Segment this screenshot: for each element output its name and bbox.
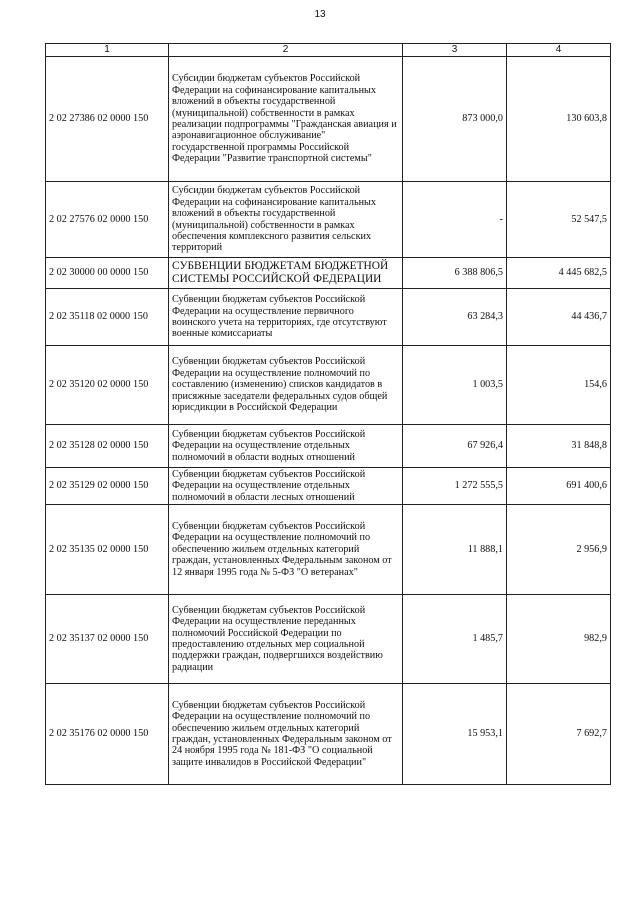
column-4-value: 982,9 xyxy=(507,595,611,684)
row-description: Субвенции бюджетам субъектов Российской Федерации на осуществление полномочий по составлению (изменению) списков кандидатов в присяжные заседатели федеральных судов общей юрисдикции в Российской Федерации xyxy=(169,346,403,425)
row-description: Субвенции бюджетам субъектов Российской Федерации на осуществление первичного воинского учета на территориях, где отсутствуют военные комиссариаты xyxy=(169,289,403,346)
row-description: Субсидии бюджетам субъектов Российской Федерации на софинансирование капитальных вложений в объекты государственной (муниципальной) собственности в рамках обеспечения комплексного развития сельских территорий xyxy=(169,182,403,258)
budget-code: 2 02 35120 02 0000 150 xyxy=(46,346,169,425)
budget-code: 2 02 35118 02 0000 150 xyxy=(46,289,169,346)
budget-code: 2 02 35129 02 0000 150 xyxy=(46,468,169,505)
column-3-value: - xyxy=(403,182,507,258)
table-row xyxy=(46,684,611,785)
budget-code: 2 02 30000 00 0000 150 xyxy=(46,258,169,289)
table-row xyxy=(46,468,611,505)
table-row xyxy=(46,346,611,425)
column-4-value: 52 547,5 xyxy=(507,182,611,258)
column-3-value: 1 003,5 xyxy=(403,346,507,425)
row-description: Субвенции бюджетам субъектов Российской Федерации на осуществление полномочий по обеспечению жильем отдельных категорий граждан, установленных Федеральным законом от 12 января 1995 года № 5-ФЗ "О ветеранах" xyxy=(169,505,403,595)
column-header-2: 2 xyxy=(169,44,403,57)
row-description: Субвенции бюджетам субъектов Российской Федерации на осуществление переданных полномочий Российской Федерации по предоставлению отдельных мер социальной поддержки граждан, подвергшихся воздействию радиации xyxy=(169,595,403,684)
budget-code: 2 02 35176 02 0000 150 xyxy=(46,684,169,785)
column-4-value: 130 603,8 xyxy=(507,57,611,182)
column-3-value: 873 000,0 xyxy=(403,57,507,182)
column-header-4: 4 xyxy=(507,44,611,57)
row-description: Субвенции бюджетам субъектов Российской Федерации на осуществление отдельных полномочий в области водных отношений xyxy=(169,425,403,468)
row-description: Субсидии бюджетам субъектов Российской Федерации на софинансирование капитальных вложений в объекты государственной (муниципальной) собственности в рамках реализации подпрограммы "Гражданская авиация и аэронавигационное обслуживание" государственной программы Российской Федерации "Развитие транспортной системы" xyxy=(169,57,403,182)
table-row xyxy=(46,258,611,289)
column-header-3: 3 xyxy=(403,44,507,57)
budget-code: 2 02 27576 02 0000 150 xyxy=(46,182,169,258)
column-4-value: 4 445 682,5 xyxy=(507,258,611,289)
table-row xyxy=(46,182,611,258)
table-row xyxy=(46,425,611,468)
budget-code: 2 02 27386 02 0000 150 xyxy=(46,57,169,182)
table-row xyxy=(46,289,611,346)
column-3-value: 11 888,1 xyxy=(403,505,507,595)
column-header-1: 1 xyxy=(46,44,169,57)
column-3-value: 15 953,1 xyxy=(403,684,507,785)
row-description: Субвенции бюджетам субъектов Российской Федерации на осуществление отдельных полномочий в области лесных отношений xyxy=(169,468,403,505)
column-3-value: 1 272 555,5 xyxy=(403,468,507,505)
column-4-value: 691 400,6 xyxy=(507,468,611,505)
column-4-value: 154,6 xyxy=(507,346,611,425)
table-row xyxy=(46,57,611,182)
column-4-value: 44 436,7 xyxy=(507,289,611,346)
budget-code: 2 02 35128 02 0000 150 xyxy=(46,425,169,468)
budget-table xyxy=(45,43,611,785)
column-4-value: 2 956,9 xyxy=(507,505,611,595)
budget-code: 2 02 35137 02 0000 150 xyxy=(46,595,169,684)
column-3-value: 67 926,4 xyxy=(403,425,507,468)
table-header-row xyxy=(46,44,611,57)
page-number: 13 xyxy=(314,9,326,20)
table-row xyxy=(46,505,611,595)
budget-code: 2 02 35135 02 0000 150 xyxy=(46,505,169,595)
column-3-value: 1 485,7 xyxy=(403,595,507,684)
table-row xyxy=(46,595,611,684)
row-description: СУБВЕНЦИИ БЮДЖЕТАМ БЮДЖЕТНОЙ СИСТЕМЫ РОССИЙСКОЙ ФЕДЕРАЦИИ xyxy=(169,258,403,289)
column-4-value: 7 692,7 xyxy=(507,684,611,785)
column-4-value: 31 848,8 xyxy=(507,425,611,468)
row-description: Субвенции бюджетам субъектов Российской Федерации на осуществление полномочий по обеспечению жильем отдельных категорий граждан, установленных Федеральным законом от 24 ноября 1995 года № 181-ФЗ "О социальной защите инвалидов в Российской Федерации" xyxy=(169,684,403,785)
column-3-value: 6 388 806,5 xyxy=(403,258,507,289)
column-3-value: 63 284,3 xyxy=(403,289,507,346)
